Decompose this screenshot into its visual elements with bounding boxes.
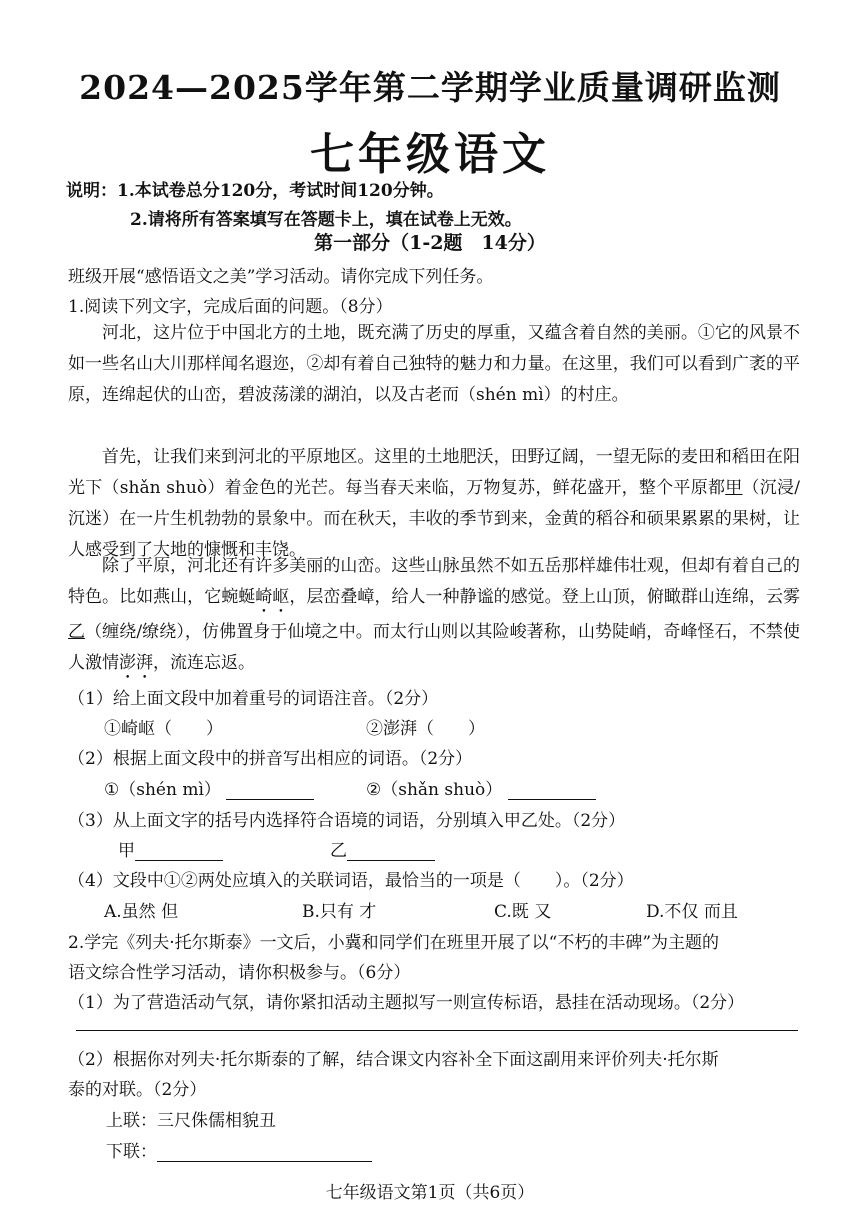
answer-blank-shanshuo[interactable] bbox=[508, 781, 596, 800]
p2-text-a: 首先，让我们来到河北的平原地区。这里的土地肥沃，田野辽阔，一望无际的麦田和稻田在阳光下（shǎn shuò）着金色的光芒。每当春天来临，万物复苏，鲜花盛开，整个平原都 bbox=[68, 447, 800, 498]
answer-blank-jia[interactable] bbox=[135, 842, 223, 861]
pinyin-shanshuo: ②（shǎn shuò） bbox=[366, 780, 503, 800]
p3-text-a: 除了平原，河北还有许多美丽的山峦。这些山脉虽然不如五岳那样雄伟壮观，但却有着自己的特色。比如燕山，它蜿蜒 bbox=[68, 556, 800, 607]
question-2-1: （1）为了营造活动气氛，请你紧扣活动主题拟写一则宣传标语，悬挂在活动现场。（2分） bbox=[68, 993, 745, 1013]
question-1-1-a: ①崎岖（ ） bbox=[104, 719, 223, 739]
question-1-1: （1）给上面文段中加着重号的词语注音。（2分） bbox=[68, 689, 439, 709]
question-1-2-b bbox=[366, 775, 596, 800]
option-d[interactable]: D.不仅 而且 bbox=[646, 902, 738, 922]
p3-text-d: ，流连忘返。 bbox=[153, 653, 255, 673]
instruction-1: 说明：1.本试卷总分120分，考试时间120分钟。 bbox=[66, 181, 444, 201]
page-footer: 七年级语文第1页（共6页） bbox=[325, 1183, 535, 1203]
question-1-3-a bbox=[118, 836, 223, 861]
passage-paragraph-1: 河北，这片位于中国北方的土地，既充满了历史的厚重，又蕴含着自然的美丽。①它的风景不如一些名山大川那样闻名遐迩，②却有着自己独特的魅力和力量。在这里，我们可以看到广袤的平原，连绵起伏的山峦，碧波荡漾的湖泊，以及古老而（shén mì）的村庄。 bbox=[68, 323, 800, 405]
option-a[interactable]: A.虽然 但 bbox=[104, 902, 179, 922]
label-yi: 乙 bbox=[330, 841, 347, 861]
instruction-2: 2.请将所有答案填写在答题卡上，填在试卷上无效。 bbox=[130, 210, 522, 230]
couplet-lower bbox=[106, 1137, 372, 1162]
couplet-lower-label: 下联： bbox=[106, 1142, 157, 1162]
question-1-2: （2）根据上面文段中的拼音写出相应的词语。（2分） bbox=[68, 749, 473, 769]
section-heading: 第一部分（1-2题 14分） bbox=[314, 232, 546, 254]
question-1-1-b: ②澎湃（ ） bbox=[366, 719, 485, 739]
pinyin-shenmi: ①（shén mì） bbox=[104, 780, 221, 800]
label-jia: 甲 bbox=[118, 841, 135, 861]
blank-yi: 乙 bbox=[68, 622, 86, 642]
question-1-4: （4）文段中①②两处应填入的关联词语，最恰当的一项是（ ）。（2分） bbox=[68, 871, 634, 891]
p3-text-c: （缠绕/缭绕），仿佛置身于仙境之中。而太行山则以其险峻著称，山势陡峭，奇峰怪石，不禁使人激情 bbox=[68, 622, 800, 673]
emphasized-word-pengpai: 澎湃 bbox=[119, 653, 153, 673]
couplet-upper: 上联：三尺侏儒相貌丑 bbox=[106, 1111, 276, 1131]
question-2-2-line2: 泰的对联。（2分） bbox=[68, 1080, 207, 1100]
question-1-3: （3）从上面文字的括号内选择符合语境的词语，分别填入甲乙处。（2分） bbox=[68, 811, 626, 831]
couplet-lower-blank[interactable] bbox=[157, 1143, 372, 1162]
question-1-stem: 1.阅读下列文字，完成后面的问题。（8分） bbox=[68, 297, 393, 317]
question-1-3-b bbox=[330, 836, 435, 861]
passage-paragraph-3 bbox=[68, 551, 800, 683]
question-2-stem-line2: 语文综合性学习活动，请你积极参与。（6分） bbox=[68, 963, 411, 983]
p2-text-b: （沉浸/沉迷）在一片生机勃勃的景象中。而在秋天，丰收的季节到来，金黄的稻谷和硕果累累的果树，让人感受到了大地的慷慨和丰饶。 bbox=[68, 478, 801, 560]
answer-blank-yi[interactable] bbox=[347, 842, 435, 861]
emphasized-word-qiqu: 崎岖 bbox=[255, 587, 290, 607]
option-b[interactable]: B.只有 才 bbox=[302, 902, 377, 922]
exam-title: 2024—2025学年第二学期学业质量调研监测 bbox=[79, 68, 781, 107]
blank-jia: 甲 bbox=[725, 478, 743, 498]
answer-blank-shenmi[interactable] bbox=[226, 781, 314, 800]
activity-intro: 班级开展“感悟语文之美”学习活动。请你完成下列任务。 bbox=[68, 267, 494, 287]
question-1-2-a bbox=[104, 775, 314, 800]
question-2-stem-line1: 2.学完《列夫·托尔斯泰》一文后，小冀和同学们在班里开展了以“不朽的丰碑”为主题的 bbox=[68, 933, 720, 953]
slogan-answer-line[interactable] bbox=[76, 1030, 798, 1031]
passage-paragraph-2 bbox=[68, 442, 800, 566]
option-c[interactable]: C.既 又 bbox=[494, 902, 552, 922]
exam-subject: 七年级语文 bbox=[310, 129, 550, 180]
question-2-2-line1: （2）根据你对列夫·托尔斯泰的了解，结合课文内容补全下面这副用来评价列夫·托尔斯 bbox=[68, 1050, 719, 1070]
p3-text-b: ，层峦叠嶂，给人一种静谧的感觉。登上山顶，俯瞰群山连绵，云雾 bbox=[289, 587, 801, 607]
